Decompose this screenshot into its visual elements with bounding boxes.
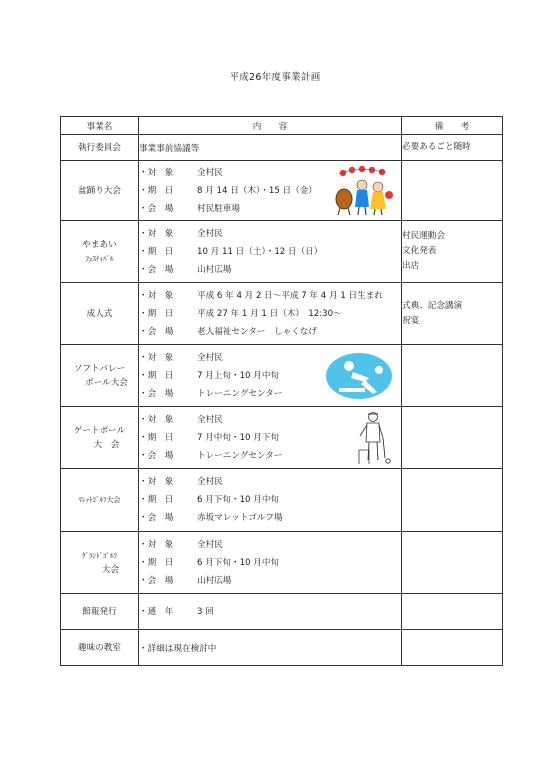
- event-name-line1: ｸﾞﾗﾝﾄﾞｺﾞﾙﾌ: [82, 551, 117, 560]
- header-content: 内 容: [139, 117, 402, 135]
- content-label: ・対 象: [139, 414, 174, 425]
- content-value: 6 月下旬・10 月中旬: [197, 495, 280, 505]
- event-name: 館報発行: [61, 594, 139, 630]
- table-row: [61, 630, 503, 666]
- content-label: ・会 場: [139, 575, 174, 586]
- content-value: 7 月中旬・10 月下旬: [197, 432, 280, 443]
- content-label: ・期 日: [139, 370, 174, 381]
- event-remarks: [402, 283, 503, 345]
- remarks-text: 必要あるごと随時: [402, 142, 471, 152]
- event-name-line2: ボール大会: [85, 377, 128, 388]
- event-remarks: [402, 594, 503, 630]
- content-text: 事業事前協議等: [139, 143, 200, 154]
- event-content: [139, 345, 402, 407]
- event-name: [61, 532, 139, 594]
- bon-odori-drum-dancers-illustration-icon: [333, 165, 395, 217]
- content-label: ・対 象: [139, 167, 174, 178]
- table-row: [61, 221, 503, 283]
- remarks-text: 式典、記念講演: [402, 300, 463, 311]
- content-label: ・会 場: [139, 203, 174, 214]
- event-name: 趣味の教室: [61, 630, 139, 666]
- content-value: 山村広場: [197, 575, 232, 586]
- event-remarks: [402, 161, 503, 221]
- event-content: [139, 532, 402, 594]
- table-row: [61, 407, 503, 469]
- table-row: [61, 161, 503, 221]
- content-value: 全村民: [197, 477, 223, 487]
- event-content: [139, 135, 402, 161]
- content-value: 8 月 14 日（木）・15 日（金）: [197, 185, 317, 196]
- content-value: 3 回: [197, 606, 214, 617]
- table-row: [61, 283, 503, 345]
- event-content: [139, 283, 402, 345]
- event-remarks: [402, 221, 503, 283]
- event-name-line2: 大会: [101, 564, 120, 575]
- content-label: ・期 日: [139, 557, 174, 568]
- table-row: [61, 594, 503, 630]
- content-value: 全村民: [197, 228, 223, 239]
- content-value: 平成 6 年 4 月 2 日～平成 7 年 4 月 1 日生まれ: [197, 290, 383, 301]
- event-content: [139, 221, 402, 283]
- volleyball-player-pictogram-icon: [325, 352, 393, 400]
- event-plan-table: [60, 116, 503, 666]
- document-title: 平成26年度事業計画: [229, 72, 321, 83]
- content-value: 7 月上旬・10 月中旬: [197, 370, 280, 381]
- remarks-text: 村民運動会: [402, 231, 445, 241]
- remarks-text: 文化発表: [402, 246, 437, 256]
- content-value: 全村民: [197, 539, 223, 550]
- content-label: ・会 場: [139, 388, 174, 399]
- content-value: 山村広場: [197, 264, 232, 275]
- content-value: 全村民: [197, 167, 223, 178]
- table-header-row: [61, 117, 503, 135]
- event-remarks: [402, 469, 503, 532]
- header-event-name: 事業名: [61, 117, 139, 135]
- event-content: [139, 630, 402, 666]
- content-label: ・対 象: [139, 228, 174, 239]
- event-name: 盆踊り大会: [61, 161, 139, 221]
- content-label: ・会 場: [139, 326, 174, 337]
- content-value: トレーニングセンター: [197, 388, 283, 399]
- table-row: [61, 532, 503, 594]
- content-value: 全村民: [197, 352, 223, 363]
- content-value: 村民駐車場: [197, 203, 240, 214]
- content-label: ・会 場: [139, 513, 174, 523]
- content-value: 平成 27 年 1 月 1 日（木） 12:30～: [197, 308, 342, 319]
- header-remarks: 備 考: [402, 117, 503, 135]
- content-value: 10 月 11 日（土）・12 日（日）: [197, 246, 323, 257]
- gateball-player-illustration-icon: [355, 410, 395, 466]
- table-row: [61, 135, 503, 161]
- event-content: [139, 469, 402, 532]
- event-name: 成人式: [61, 283, 139, 345]
- event-name-line1: ソフトバレー: [73, 363, 126, 374]
- event-name-text: ﾏﾚｯﾄｺﾞﾙﾌ大会: [78, 496, 121, 504]
- event-content: [139, 594, 402, 630]
- event-remarks: [402, 135, 503, 161]
- content-label: ・期 日: [139, 495, 174, 505]
- content-label: ・期 日: [139, 185, 174, 196]
- content-label: ・期 日: [139, 246, 174, 257]
- content-label: ・対 象: [139, 290, 174, 301]
- remarks-text: 祝宴: [402, 315, 420, 326]
- content-label: ・会 場: [139, 450, 174, 461]
- event-name-line2: ﾌｪｽﾃｨﾊﾞﾙ: [85, 254, 114, 263]
- content-label: ・期 日: [139, 308, 174, 319]
- event-remarks: [402, 532, 503, 594]
- event-name: [61, 469, 139, 532]
- remarks-text: 出店: [402, 261, 420, 271]
- content-value: 老人福祉センター しゃくなげ: [197, 326, 317, 337]
- event-name-line1: やまあい: [82, 239, 117, 250]
- content-value: トレーニングセンター: [197, 450, 283, 461]
- event-name: [61, 345, 139, 407]
- content-label: ・会 場: [139, 264, 174, 275]
- event-content: [139, 407, 402, 469]
- table-row: [61, 469, 503, 532]
- content-label: ・対 象: [139, 352, 174, 363]
- event-remarks: [402, 407, 503, 469]
- event-name: 執行委員会: [61, 135, 139, 161]
- event-name-line2: 大 会: [93, 439, 120, 450]
- content-value: 6 月下旬・10 月中旬: [197, 557, 280, 568]
- content-label: ・対 象: [139, 539, 174, 550]
- content-text: ・詳細は現在検討中: [139, 643, 217, 654]
- content-label: ・対 象: [139, 477, 174, 487]
- event-name-line1: ゲートボール: [73, 425, 126, 436]
- content-value: 全村民: [197, 414, 223, 425]
- content-label: ・期 日: [139, 432, 174, 443]
- table-row: [61, 345, 503, 407]
- event-remarks: [402, 630, 503, 666]
- event-name: [61, 221, 139, 283]
- event-name: [61, 407, 139, 469]
- event-remarks: [402, 345, 503, 407]
- content-value: 赤坂マレットゴルフ場: [197, 513, 283, 523]
- event-content: [139, 161, 402, 221]
- content-label: ・通 年: [139, 606, 174, 617]
